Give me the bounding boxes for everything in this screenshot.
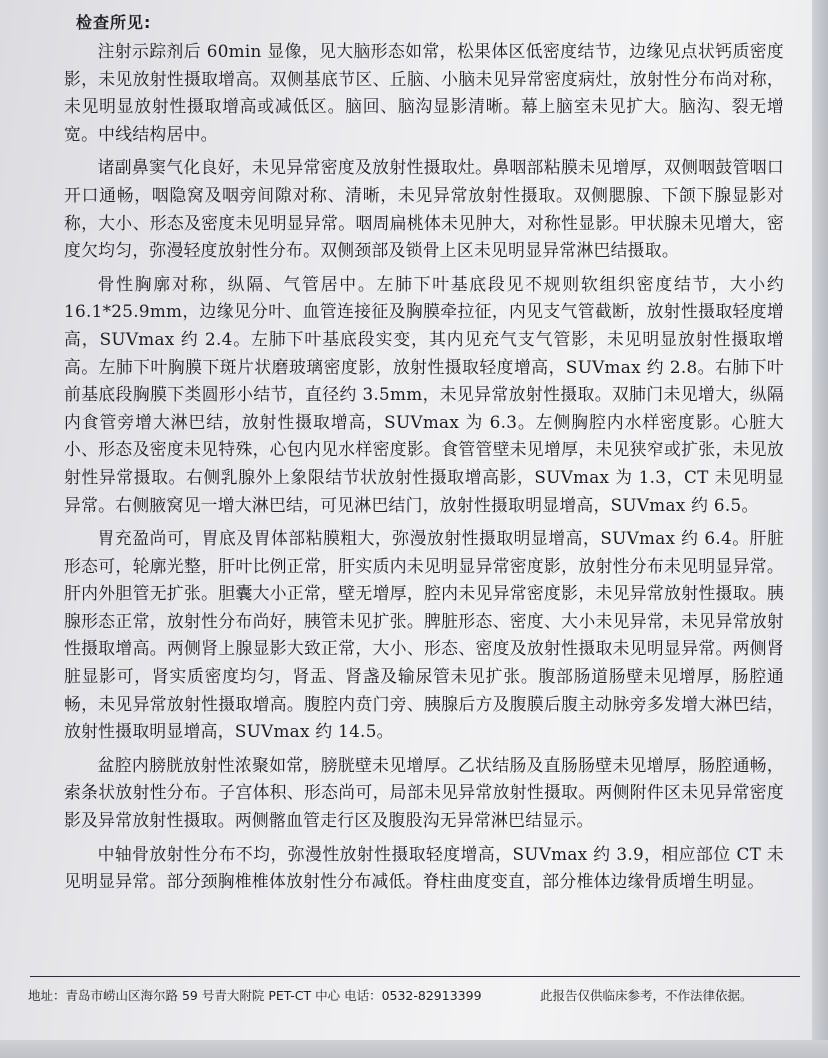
paragraph-pelvis: 盆腔内膀胱放射性浓聚如常，膀胱壁未见增厚。乙状结肠及直肠肠壁未见增厚，肠腔通畅，索条状放射性分布。子宫体积、形态尚可，局部未见异常放射性摄取。两侧附件区未见异常密度影及异常放射性摄取。两侧髂血管走行区及腹股沟无异常淋巴结显示。 <box>64 754 784 831</box>
paper-edge-shadow <box>812 0 828 1058</box>
paragraph-brain: 注射示踪剂后 60min 显像，见大脑形态如常，松果体区低密度结节，边缘见点状钙质密度影，未见放射性摄取增高。双侧基底节区、丘脑、小脑未见异常密度病灶，放射性分布尚对称，未见明显放射性摄取增高或减低区。脑回、脑沟显影清晰。幕上脑室未见扩大。脑沟、裂无增宽。中线结构居中。 <box>64 41 784 144</box>
paragraph-head-neck: 诸副鼻窦气化良好，未见异常密度及放射性摄取灶。鼻咽部粘膜未见增厚，双侧咽鼓管咽口开口通畅，咽隐窝及咽旁间隙对称、清晰，未见异常放射性摄取。双侧腮腺、下颌下腺显影对称，大小、形态及密度未见明显异常。咽周扁桃体未见肿大，对称性显影。甲状腺未见增大，密度欠均匀，弥漫轻度放射性分布。双侧颈部及锁骨上区未见明显异常淋巴结摄取。 <box>64 157 784 261</box>
paragraph-chest: 骨性胸廓对称，纵隔、气管居中。左肺下叶基底段见不规则软组织密度结节，大小约 16.1*25.9mm，边缘见分叶、血管连接征及胸膜牵拉征，内见支气管截断，放射性摄取轻度增高，SUVmax 约 2.4。左肺下叶基底段实变，其内见充气支气管影，未见明显放射性摄取增高。左肺下叶胸膜下斑片状磨玻璃密度影，放射性摄取轻度增高，SUVmax 约 2.8。右肺下叶前基底段胸膜下类圆形小结节，直径约 3.5mm，未见异常放射性摄取。双肺门未见增大，纵隔内食管旁增大淋巴结，放射性摄取增高，SUVmax 为 6.3。左侧胸腔内水样密度影。心脏大小、形态及密度未见特殊，心包内见水样密度影。食管管壁未见增厚，未见狭窄或扩张，未见放射性异常摄取。右侧乳腺外上象限结节状放射性摄取增高影，SUVmax 为 1.3，CT 未见明显异常。右侧腋窝见一增大淋巴结，可见淋巴结门，放射性摄取明显增高，SUVmax 约 6.5。 <box>64 273 784 515</box>
paragraph-abdomen: 胃充盈尚可，胃底及胃体部粘膜粗大，弥漫放射性摄取明显增高，SUVmax 约 6.4。肝脏形态可，轮廓光整，肝叶比例正常，肝实质内未见明显异常密度影，放射性分布未见明显异常。肝内外胆管无扩张。胆囊大小正常，壁无增厚，腔内未见异常密度影，未见异常放射性摄取。胰腺形态正常，放射性分布尚好，胰管未见扩张。脾脏形态、密度、大小未见异常，未见异常放射性摄取增高。两侧肾上腺显影大致正常，大小、形态、密度及放射性摄取未见明显异常。两侧肾脏显影可，肾实质密度均匀，肾盂、肾盏及输尿管未见扩张。腹部肠道肠壁未见增厚，肠腔通畅，未见异常放射性摄取增高。腹腔内贲门旁、胰腺后方及腹膜后腹主动脉旁多发增大淋巴结，放射性摄取明显增高，SUVmax 约 14.5。 <box>64 528 784 742</box>
footer-divider <box>30 976 800 977</box>
footer-address: 地址：青岛市崂山区海尔路 59 号青大附院 PET-CT 中心 电话：0532-82913399 <box>28 988 482 1003</box>
paragraph-skeleton: 中轴骨放射性分布不均，弥漫性放射性摄取轻度增高，SUVmax 约 3.9，相应部位 CT 未见明显异常。部分颈胸椎椎体放射性分布减低。脊柱曲度变直，部分椎体边缘骨质增生明显。 <box>64 843 784 892</box>
findings-heading: 检查所见: <box>76 13 152 32</box>
findings-body <box>64 38 784 902</box>
paper-bottom-shadow <box>0 1040 828 1058</box>
footer-disclaimer: 此报告仅供临床参考，不作法律依据。 <box>540 988 753 1003</box>
